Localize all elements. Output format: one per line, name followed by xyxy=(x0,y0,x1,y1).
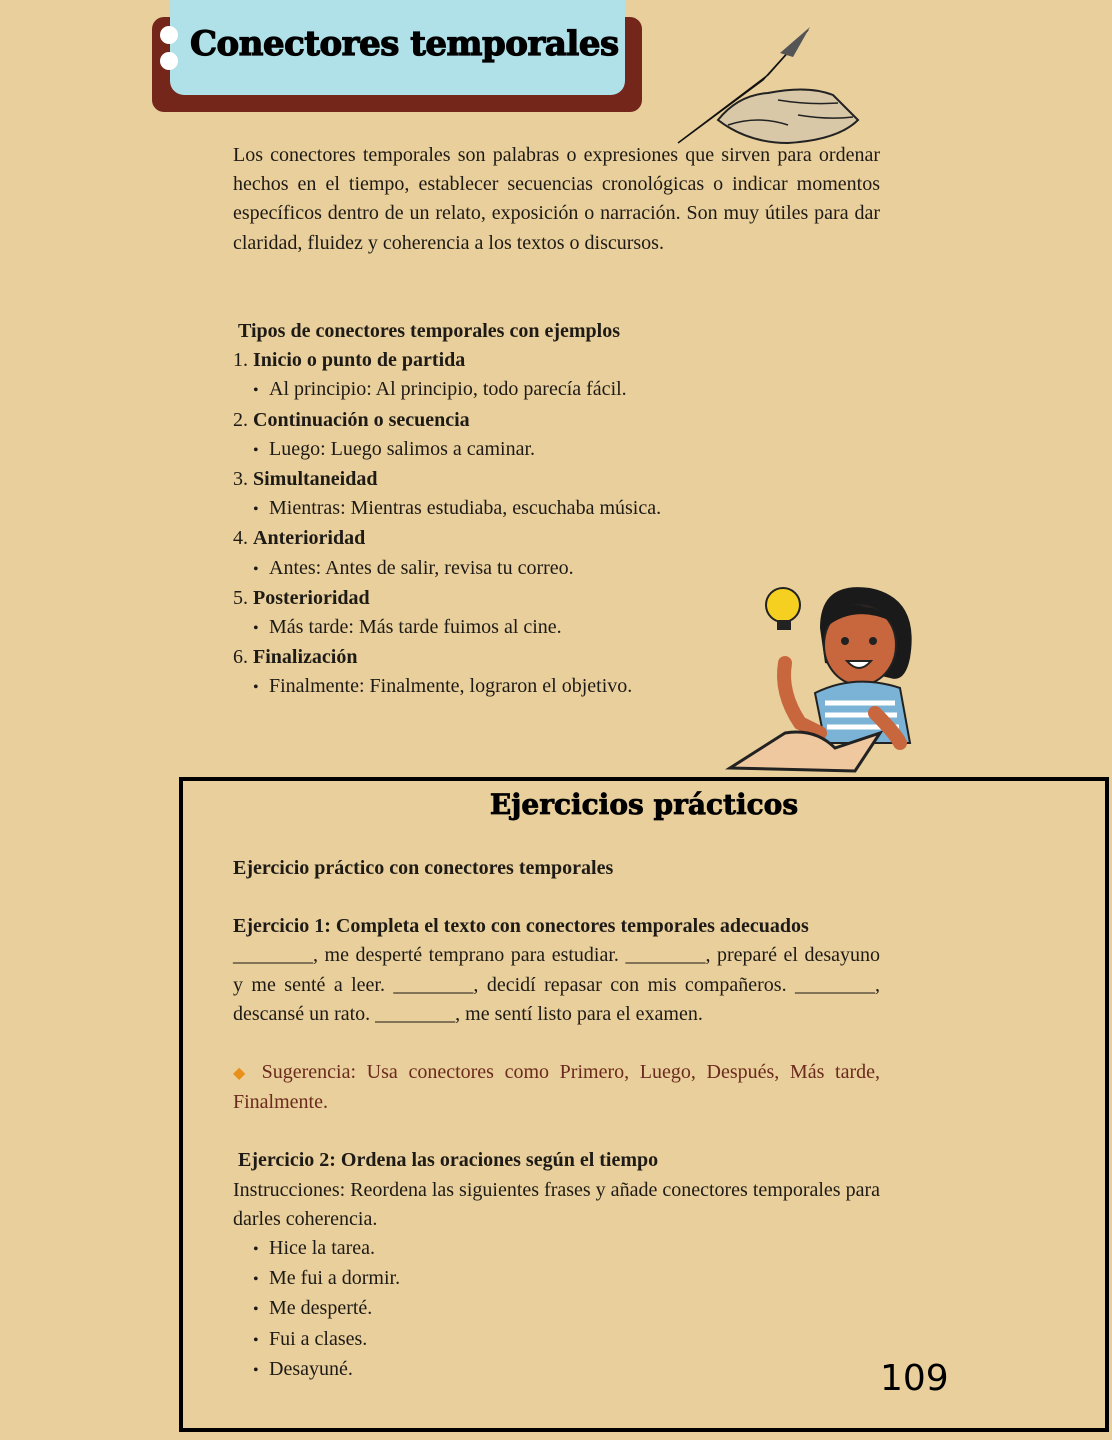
intro-section xyxy=(233,141,880,258)
type-example: • Más tarde: Más tarde fuimos al cine. xyxy=(233,613,880,643)
sentence-item: • Desayuné. xyxy=(233,1355,880,1385)
page-number: 109 xyxy=(880,1358,949,1399)
sentence-item: • Hice la tarea. xyxy=(233,1234,880,1264)
sentence-item: • Me fui a dormir. xyxy=(233,1264,880,1294)
exercise-1-title: Ejercicio 1: Completa el texto con conectores temporales adecuados xyxy=(233,915,809,938)
exercise-2-title: Ejercicio 2: Ordena las oraciones según el tiempo xyxy=(238,1149,659,1172)
types-heading: Tipos de conectores temporales con ejemplos xyxy=(238,320,620,342)
type-item: 1. Inicio o punto de partida xyxy=(233,349,466,372)
exercise-1-text: ________, me desperté temprano para estudiar. ________, preparé el desayuno y me senté a leer. ________, decidí repasar con mis compañeros. ________, descansé un rato. ________, me sentí listo para el examen. xyxy=(233,944,880,1025)
type-example: • Mientras: Mientras estudiaba, escuchaba música. xyxy=(233,494,880,524)
type-item: 3. Simultaneidad xyxy=(233,468,378,491)
exercise-1-hint: ◆ Sugerencia: Usa conectores como Primero, Luego, Después, Más tarde, Finalmente. xyxy=(233,1061,881,1114)
exercises-subheading: Ejercicio práctico con conectores temporales xyxy=(233,857,614,879)
type-item: 2. Continuación o secuencia xyxy=(233,408,470,431)
intro-paragraph: Los conectores temporales son palabras o expresiones que sirven para ordenar hechos en el tiempo, establecer secuencias cronológicas o indicar momentos específicos dentro de un relato, exposición o narración. Son muy útiles para dar claridad, fluidez y coherencia a los textos o discursos. xyxy=(233,144,880,254)
type-example: • Luego: Luego salimos a caminar. xyxy=(233,435,880,465)
type-item: 5. Posterioridad xyxy=(233,586,370,609)
girl-studying-illustration xyxy=(725,583,920,778)
sentence-item: • Me desperté. xyxy=(233,1294,880,1324)
type-example: • Antes: Antes de salir, revisa tu correo. xyxy=(233,554,880,584)
exercises-heading: Ejercicios prácticos xyxy=(489,788,799,821)
type-item: 6. Finalización xyxy=(233,646,358,669)
binder-ring xyxy=(160,52,178,70)
type-item: 4. Anterioridad xyxy=(233,527,366,550)
sentence-item: • Fui a clases. xyxy=(233,1325,880,1355)
diamond-icon: ◆ xyxy=(233,1065,251,1083)
page-title: Conectores temporales xyxy=(190,24,619,64)
exercises-content xyxy=(233,854,880,1385)
quill-hand-illustration xyxy=(668,25,868,150)
type-example: • Al principio: Al principio, todo parecía fácil. xyxy=(233,375,880,405)
type-example: • Finalmente: Finalmente, lograron el objetivo. xyxy=(233,672,880,702)
exercise-2-instructions: Instrucciones: Reordena las siguientes frases y añade conectores temporales para darles coherencia. xyxy=(233,1178,880,1230)
binder-ring xyxy=(160,26,178,44)
